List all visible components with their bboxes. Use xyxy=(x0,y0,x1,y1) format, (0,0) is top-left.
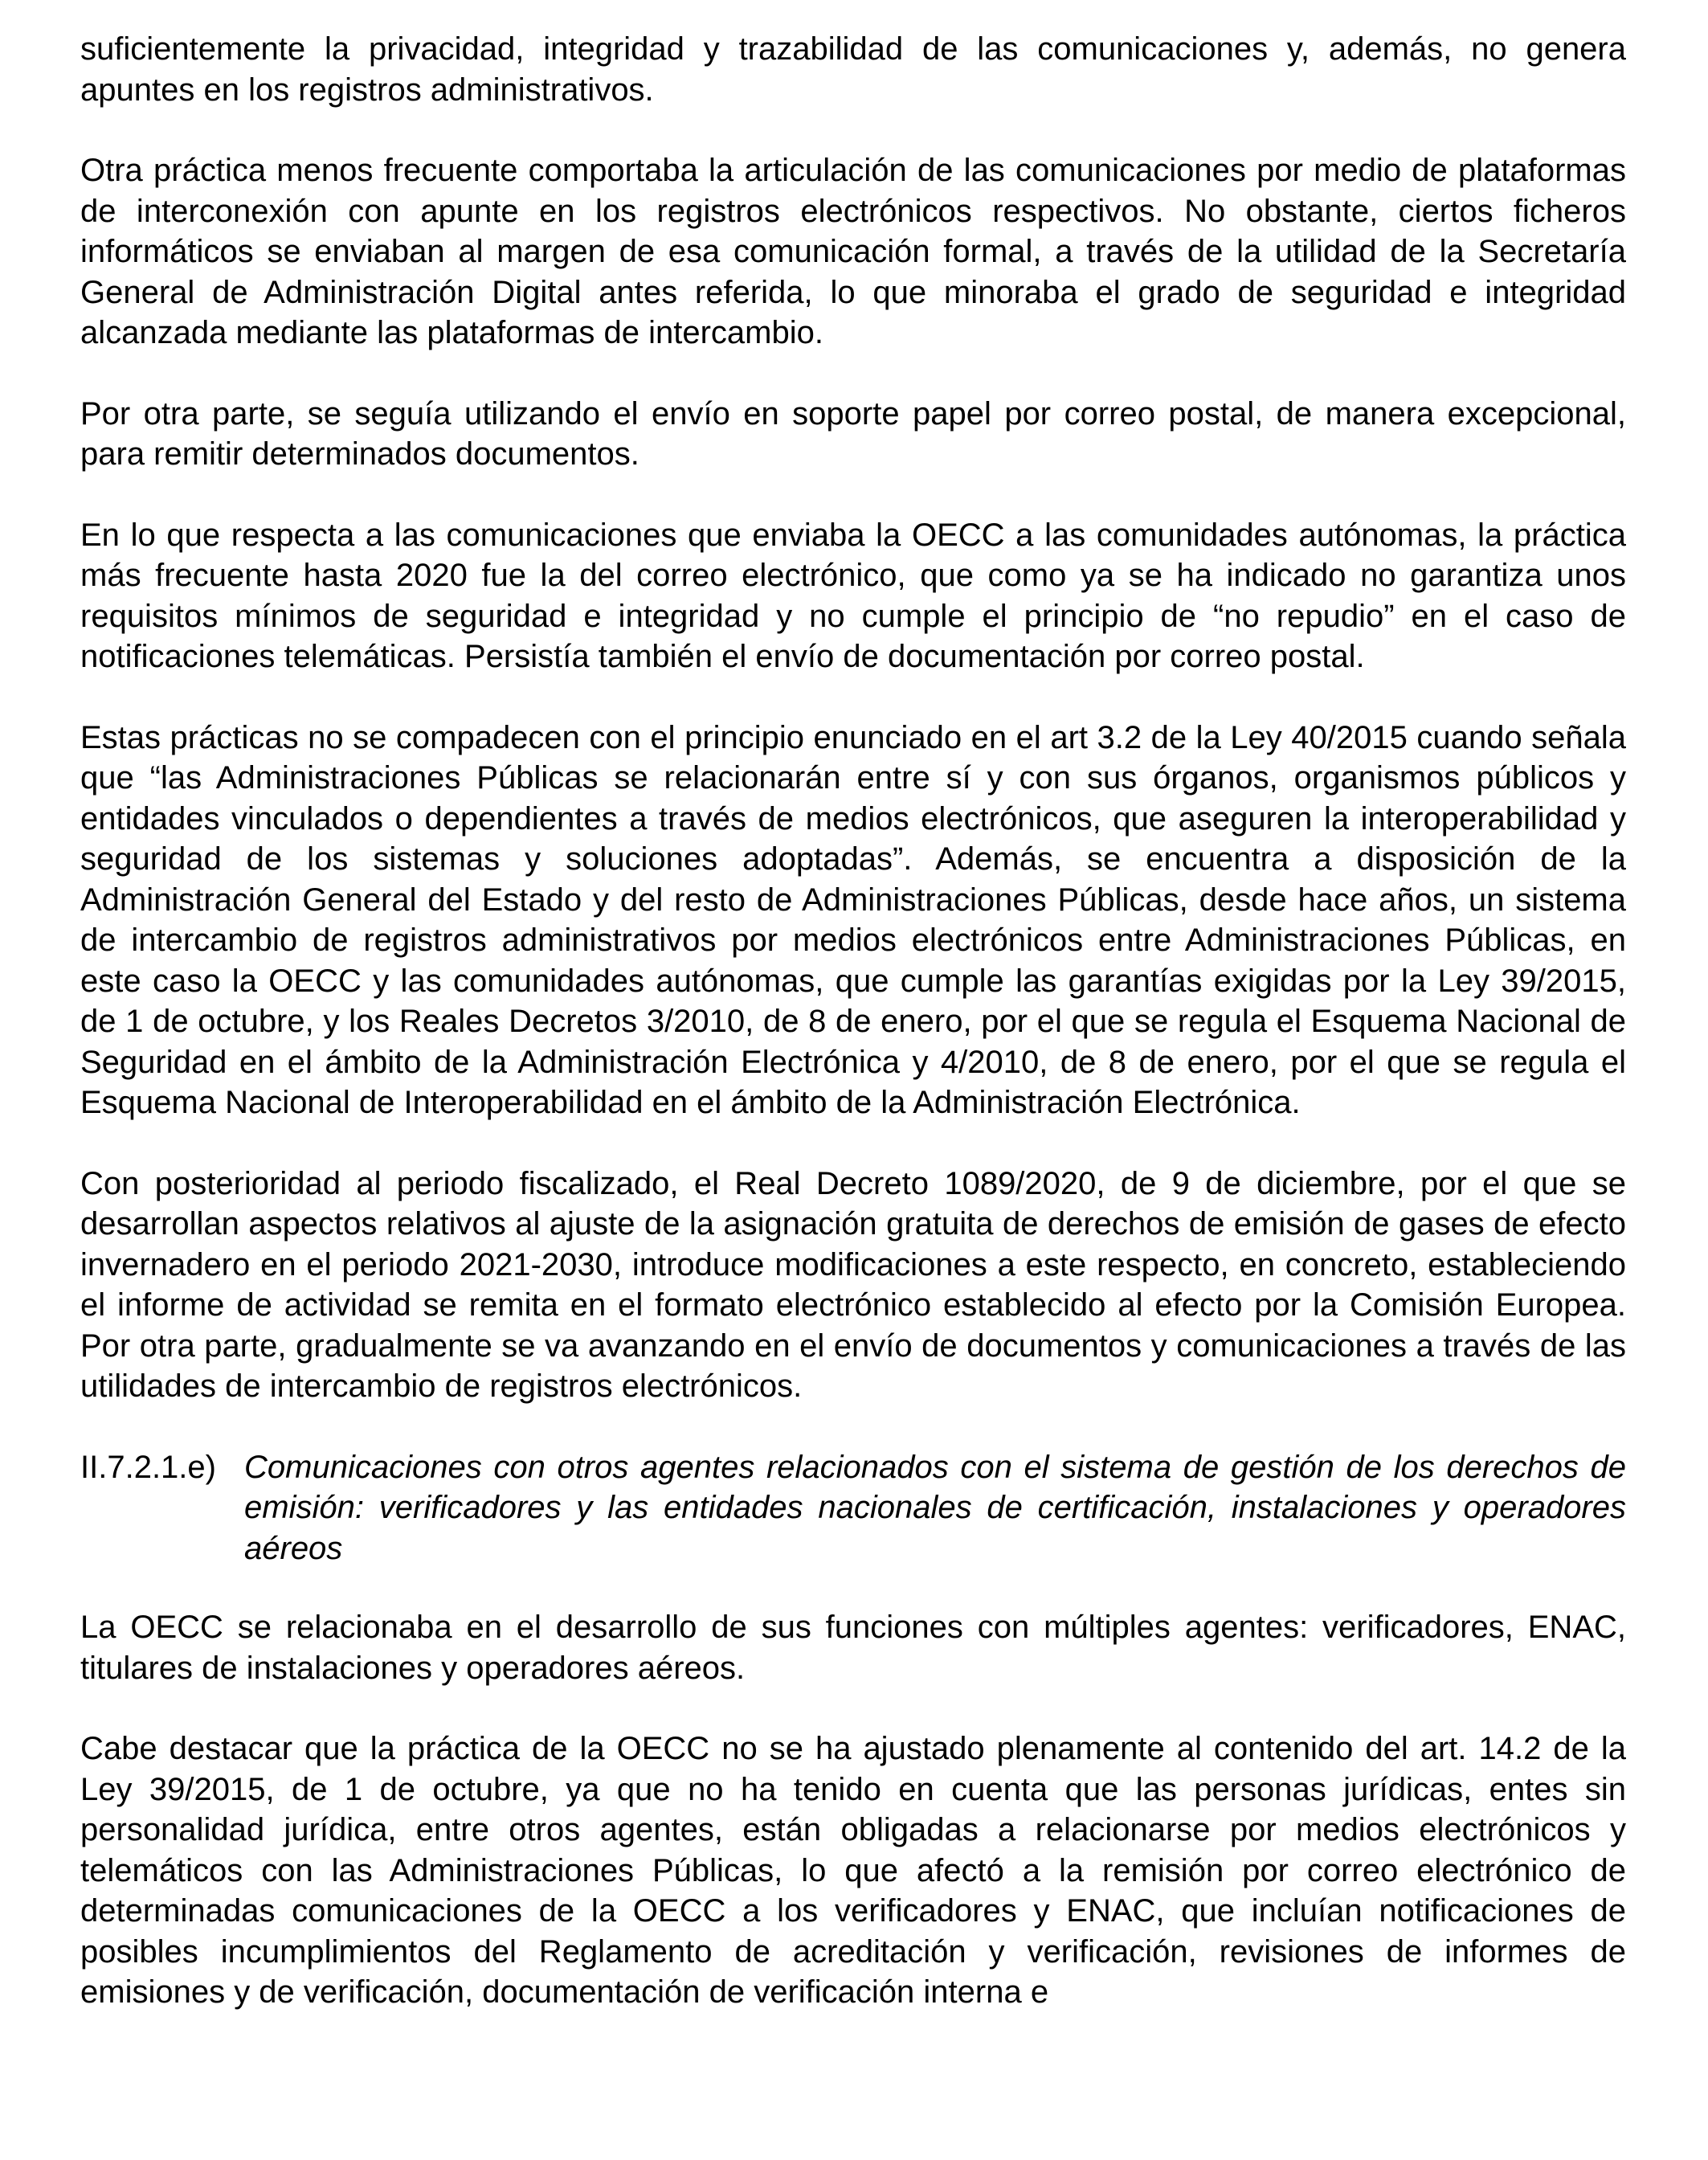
document-page xyxy=(80,29,1626,2053)
paragraph-art-14-2: Cabe destacar que la práctica de la OECC no se ha ajustado plenamente al contenido del art. 14.2 de la Ley 39/2015, de 1 de octubre, ya que no ha tenido en cuenta que las personas jurídicas, entes sin personalidad jurídica, entre otros agentes, están obligadas a relacionarse por medios electrónicos y telemáticos con las Administraciones Públicas, lo que afectó a la remisión por correo electrónico de determinadas comunicaciones de la OECC a los verificadores y ENAC, que incluían notificaciones de posibles incumplimientos del Reglamento de acreditación y verificación, revisiones de informes de emisiones y de verificación, documentación de verificación interna e xyxy=(80,1731,1626,2010)
paragraph-privacy-continuation: suficientemente la privacidad, integridad y trazabilidad de las comunicaciones y, además, no genera apuntes en los registros administrativos. xyxy=(80,31,1626,108)
paragraph-agents: La OECC se relacionaba en el desarrollo de sus funciones con múltiples agentes: verificadores, ENAC, titulares de instalaciones y operadores aéreos. xyxy=(80,1610,1626,1686)
section-heading xyxy=(80,1447,1626,1569)
paragraph-postal-mail: Por otra parte, se seguía utilizando el envío en soporte papel por correo postal, de manera excepcional, para remitir determinados documentos. xyxy=(80,395,1626,472)
paragraph-real-decreto-1089: Con posterioridad al periodo fiscalizado, el Real Decreto 1089/2020, de 9 de diciembre, por el que se desarrollan aspectos relativos al ajuste de la asignación gratuita de derechos de emisión de gases de efecto invernadero en el periodo 2021-2030, introduce modificaciones a este respecto, en concreto, estableciendo el informe de actividad se remita en el formato electrónico establecido al efecto por la Comisión Europea. Por otra parte, gradualmente se va avanzando en el envío de documentos y comunicaciones a través de las utilidades de intercambio de registros electrónicos. xyxy=(80,1165,1626,1404)
paragraph-autonomous-communities: En lo que respecta a las comunicaciones que enviaba la OECC a las comunidades autónomas, la práctica más frecuente hasta 2020 fue la del correo electrónico, que como ya se ha indicado no garantiza unos requisitos mínimos de seguridad e integridad y no cumple el principio de “no repudio” en el caso de notificaciones telemáticas. Persistía también el envío de documentación por correo postal. xyxy=(80,517,1626,674)
paragraph-interconnection-platforms: Otra práctica menos frecuente comportaba la articulación de las comunicaciones por medio de plataformas de interconexión con apunte en los registros electrónicos respectivos. No obstante, ciertos ficheros informáticos se enviaban al margen de esa comunicación formal, a través de la utilidad de la Secretaría General de Administración Digital antes referida, lo que minoraba el grado de seguridad e integridad alcanzada mediante las plataformas de intercambio. xyxy=(80,153,1626,350)
section-number: II.7.2.1.e) xyxy=(80,1449,216,1485)
paragraph-ley-40-2015: Estas prácticas no se compadecen con el principio enunciado en el art 3.2 de la Ley 40/2015 cuando señala que “las Administraciones Públicas se relacionarán entre sí y con sus órganos, organismos públicos y entidades vinculados o dependientes a través de medios electrónicos, que aseguren la interoperabilidad y seguridad de los sistemas y soluciones adoptadas”. Además, se encuentra a disposición de la Administración General del Estado y del resto de Administraciones Públicas, desde hace años, un sistema de intercambio de registros administrativos por medios electrónicos entre Administraciones Públicas, en este caso la OECC y las comunidades autónomas, que cumple las garantías exigidas por la Ley 39/2015, de 1 de octubre, y los Reales Decretos 3/2010, de 8 de enero, por el que se regula el Esquema Nacional de Seguridad en el ámbito de la Administración Electrónica y 4/2010, de 8 de enero, por el que se regula el Esquema Nacional de Interoperabilidad en el ámbito de la Administración Electrónica. xyxy=(80,719,1626,1120)
section-title: Comunicaciones con otros agentes relacionados con el sistema de gestión de los derechos de emisión: verificadores y las entidades nacionales de certificación, instalaciones y operadores aéreos xyxy=(244,1449,1626,1566)
